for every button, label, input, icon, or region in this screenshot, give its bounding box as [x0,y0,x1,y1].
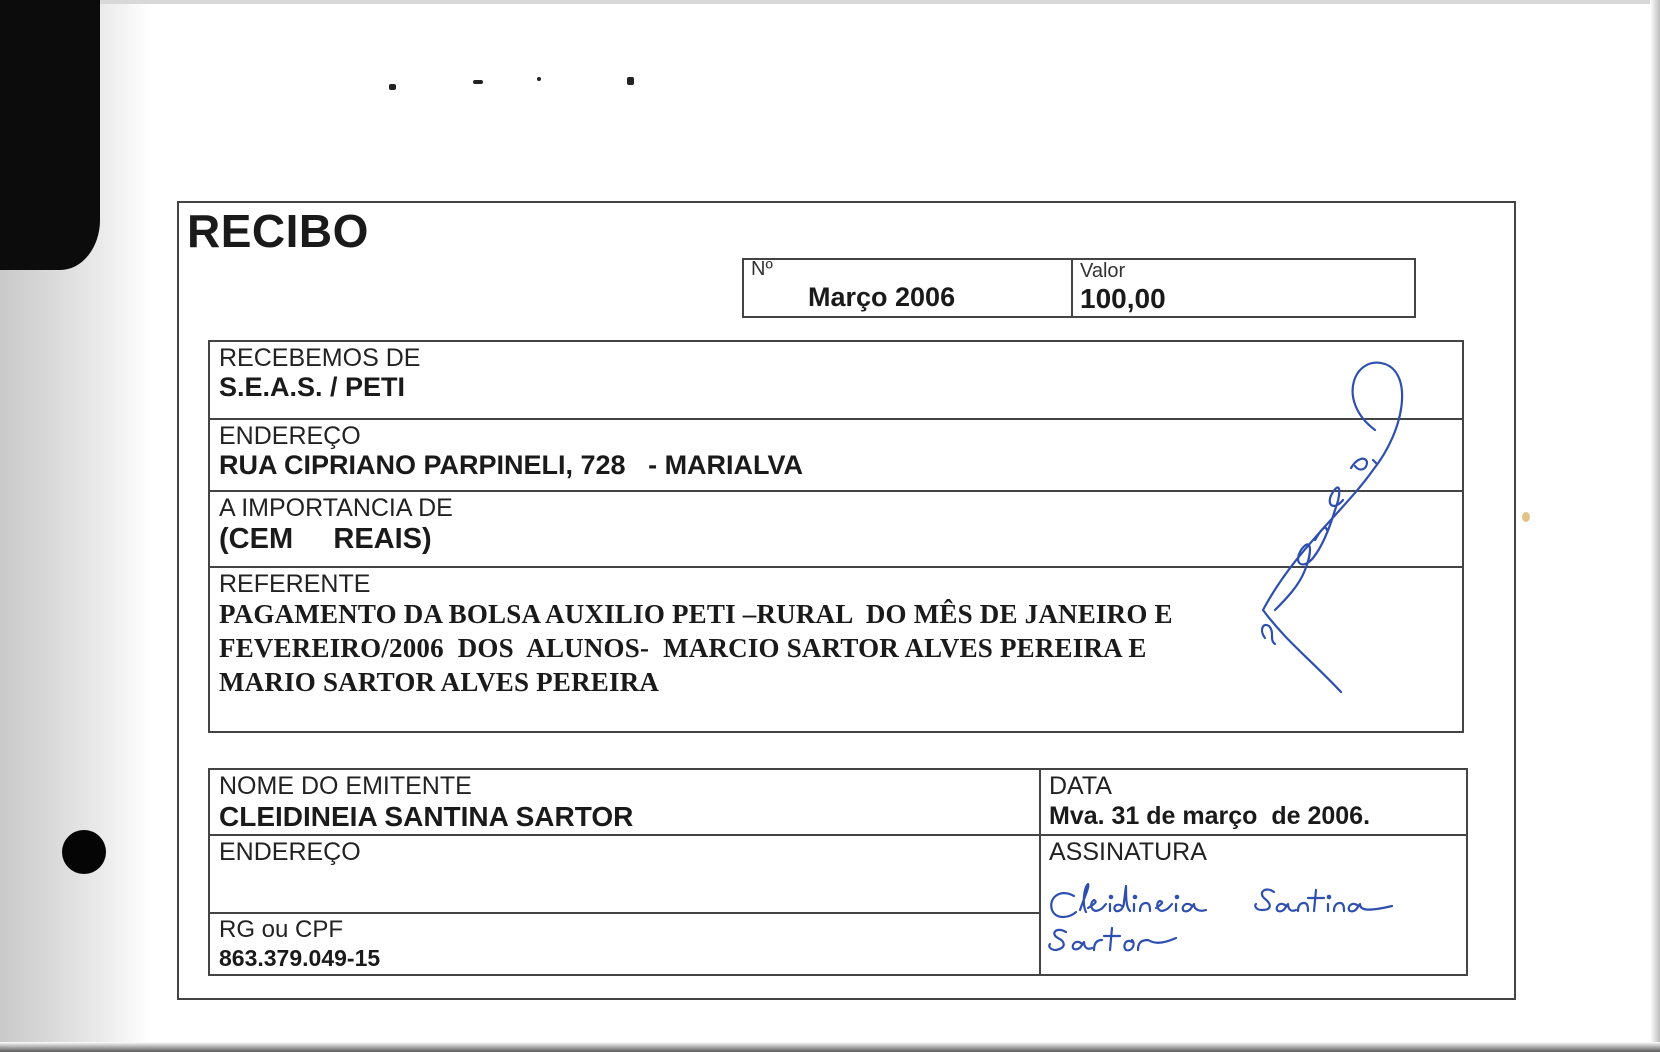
issuer-address-label: ENDEREÇO [219,838,361,866]
divider [208,912,1040,914]
id-document-label: RG ou CPF [219,916,344,943]
receipt-title: RECIBO [187,205,369,257]
signature-label: ASSINATURA [1049,838,1207,866]
payer-label: RECEBEMOS DE [219,344,421,372]
amount-words-label: A IMPORTANCIA DE [219,494,453,522]
amount-value: 100,00 [1080,283,1166,314]
reference-label: REFERENTE [219,570,371,598]
date-label: DATA [1049,772,1112,800]
amount-label: Valor [1080,260,1126,282]
payer-value: S.E.A.S. / PETI [219,372,406,402]
divider [208,566,1464,568]
speck [627,77,634,85]
payer-address-value: RUA CIPRIANO PARPINELI, 728 - MARIALVA [219,450,804,480]
reference-line-1: PAGAMENTO DA BOLSA AUXILIO PETI –RURAL DO MÊS DE JANEIRO E [219,599,1173,629]
reference-line-3: MARIO SARTOR ALVES PEREIRA [219,667,660,697]
number-label: Nº [751,258,773,280]
speck [389,84,396,90]
scan-edge-right [1650,0,1660,1052]
issuer-label: NOME DO EMITENTE [219,772,472,800]
divider [1039,768,1041,976]
divider [208,490,1464,492]
amount-words-value: (CEM REAIS) [219,523,432,555]
id-document-value: 863.379.049-15 [219,945,381,971]
scan-edge-bottom [0,1042,1660,1052]
number-value: Março 2006 [808,282,956,312]
divider [208,418,1464,420]
punch-hole [62,830,106,874]
smudge [1522,512,1530,522]
issuer-value: CLEIDINEIA SANTINA SARTOR [219,801,634,832]
divider [208,834,1468,836]
speck [473,80,483,84]
divider [1071,258,1073,318]
reference-line-2: FEVEREIRO/2006 DOS ALUNOS- MARCIO SARTOR ALVES PEREIRA E [219,633,1147,663]
scan-edge-top [100,0,1660,4]
payer-address-label: ENDEREÇO [219,422,361,450]
scan-shadow [0,0,100,270]
date-value: Mva. 31 de março de 2006. [1049,802,1371,830]
speck [537,77,541,81]
